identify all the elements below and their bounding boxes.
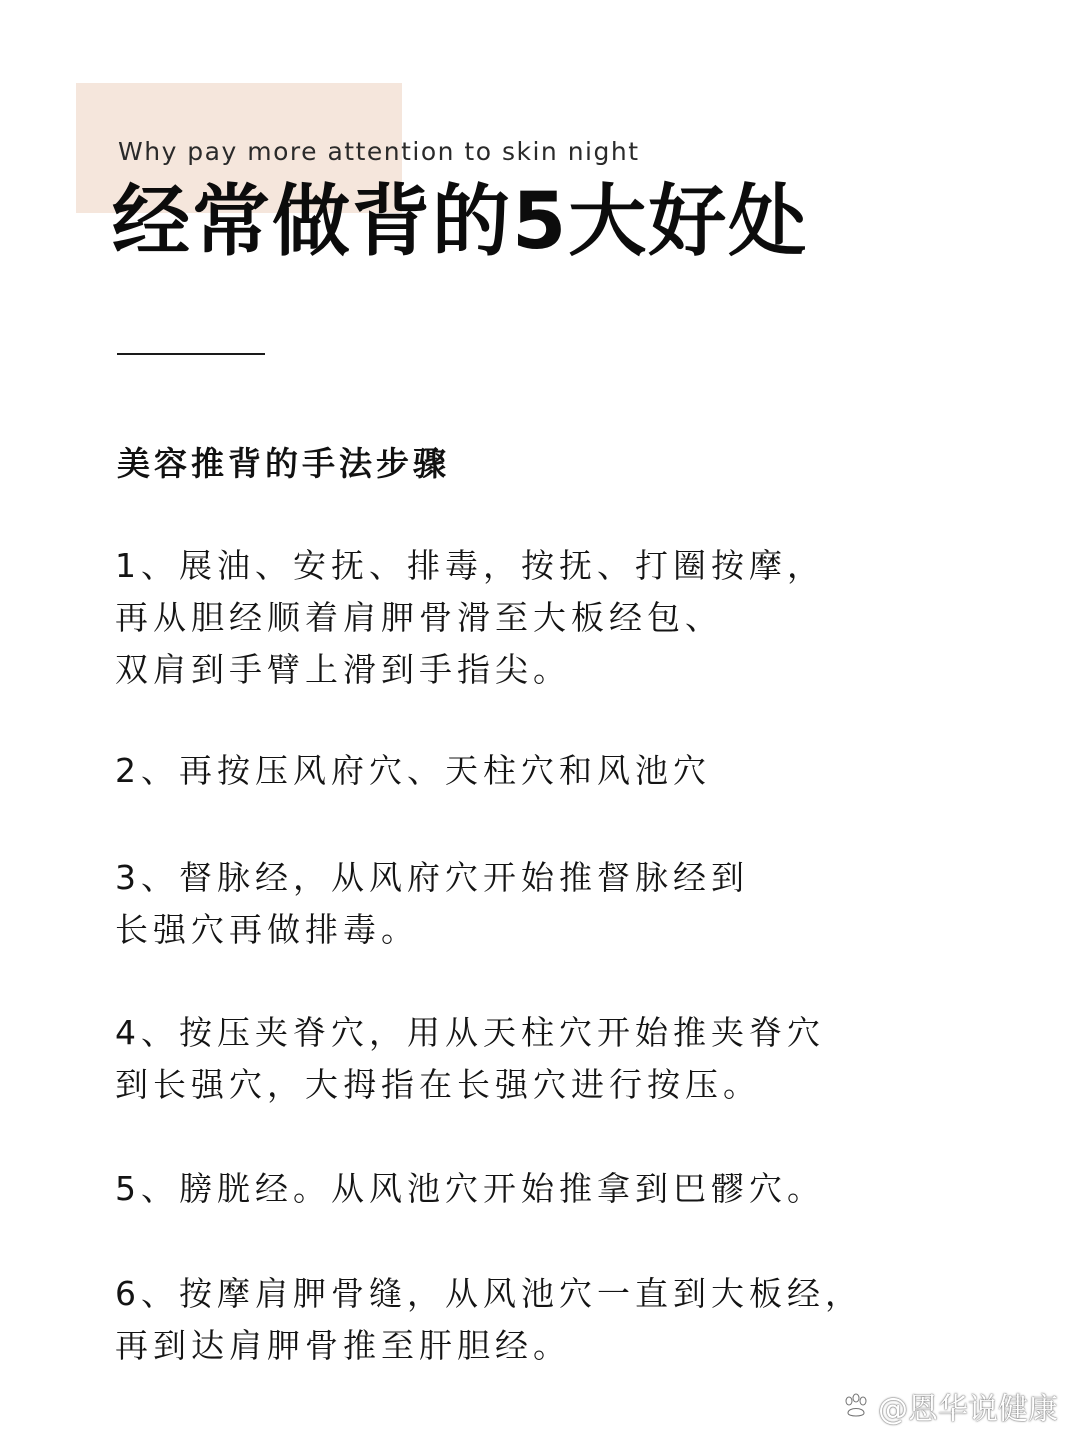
- section-heading: 美容推背的手法步骤: [117, 444, 450, 483]
- step-line: 4、按压夹脊穴，用从天柱穴开始推夹脊穴: [115, 1013, 825, 1052]
- subtitle: Why pay more attention to skin night: [118, 137, 640, 166]
- divider: [117, 353, 265, 355]
- step-6: [115, 1268, 863, 1372]
- step-3: [115, 852, 749, 956]
- paw-icon: [842, 1392, 870, 1420]
- step-line: 1、展油、安抚、排毒，按抚、打圈按摩，: [115, 546, 825, 585]
- step-line: 3、督脉经，从风府穴开始推督脉经到: [115, 858, 749, 897]
- watermark-text: @恩华说健康: [878, 1392, 1058, 1427]
- watermark: [842, 1384, 1058, 1428]
- step-line: 再到达肩胛骨推至肝胆经。: [115, 1326, 571, 1365]
- step-line: 长强穴再做排毒。: [115, 910, 419, 949]
- step-line: 5、膀胱经。从风池穴开始推拿到巴髎穴。: [115, 1169, 825, 1208]
- step-4: [115, 1007, 825, 1111]
- step-line: 双肩到手臂上滑到手指尖。: [115, 650, 571, 689]
- step-1: [115, 540, 825, 696]
- step-line: 再从胆经顺着肩胛骨滑至大板经包、: [115, 598, 723, 637]
- step-line: 到长强穴，大拇指在长强穴进行按压。: [115, 1065, 761, 1104]
- page-title: 经常做背的5大好处: [112, 177, 809, 267]
- step-2: [115, 745, 711, 797]
- step-5: [115, 1163, 825, 1215]
- step-line: 2、再按压风府穴、天柱穴和风池穴: [115, 751, 711, 790]
- step-line: 6、按摩肩胛骨缝，从风池穴一直到大板经，: [115, 1274, 863, 1313]
